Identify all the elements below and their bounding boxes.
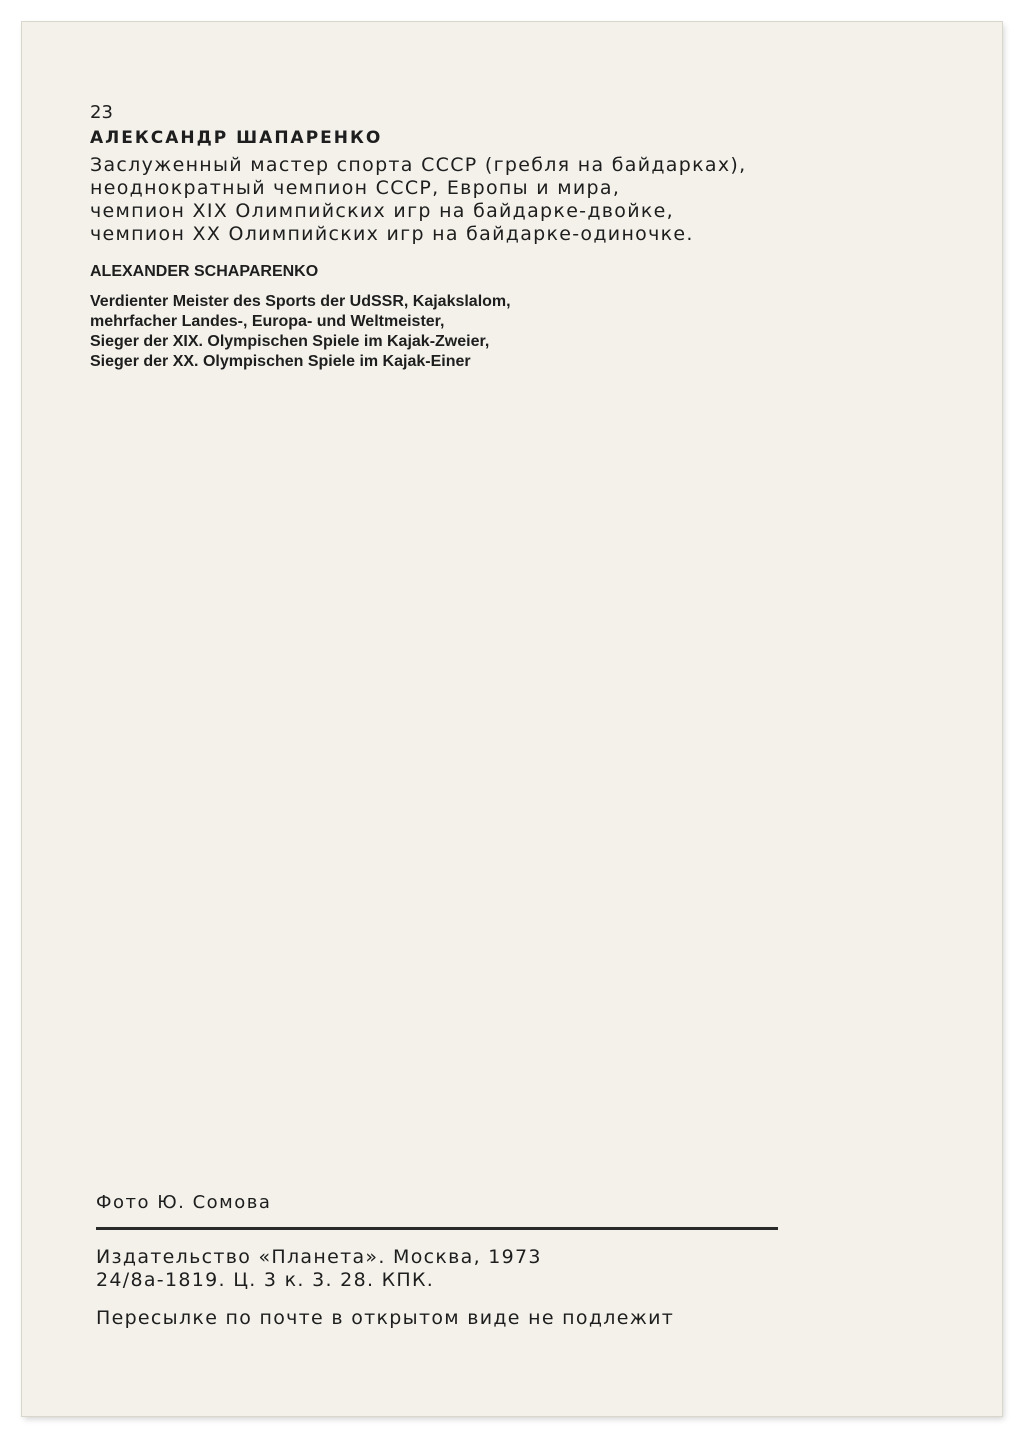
- description-russian-line: неоднократный чемпион СССР, Европы и мира,: [90, 177, 621, 199]
- publisher-info: [96, 1246, 856, 1292]
- description-german-line: mehrfacher Landes-, Europa- und Weltmeister,: [90, 313, 445, 330]
- description-german-line: Sieger der XX. Olympischen Spiele im Kajak-Einer: [90, 353, 471, 370]
- publisher-line: 24/8а-1819. Ц. 3 к. 3. 28. КПК.: [96, 1269, 435, 1291]
- description-german: [90, 292, 940, 372]
- publisher-line: Издательство «Планета». Москва, 1973: [96, 1246, 542, 1268]
- description-russian-line: чемпион XIX Олимпийских игр на байдарке-двойке,: [90, 200, 674, 222]
- photo-credit: Фото Ю. Сомова: [96, 1192, 272, 1213]
- athlete-name-russian: АЛЕКСАНДР ШАПАРЕНКО: [90, 128, 383, 148]
- postcard-back: [22, 22, 1002, 1416]
- description-german-line: Sieger der XIX. Olympischen Spiele im Kajak-Zweier,: [90, 333, 490, 350]
- divider-line: [96, 1227, 778, 1230]
- card-number: 23: [90, 102, 113, 123]
- description-russian-line: чемпион XX Олимпийских игр на байдарке-одиночке.: [90, 223, 694, 245]
- mailing-notice: Пересылке по почте в открытом виде не подлежит: [96, 1307, 675, 1329]
- description-german-line: Verdienter Meister des Sports der UdSSR, Kajakslalom,: [90, 293, 511, 310]
- description-russian-line: Заслуженный мастер спорта СССР (гребля на байдарках),: [90, 154, 747, 176]
- athlete-name-german: ALEXANDER SCHAPARENKO: [90, 263, 319, 280]
- description-russian: [90, 154, 940, 246]
